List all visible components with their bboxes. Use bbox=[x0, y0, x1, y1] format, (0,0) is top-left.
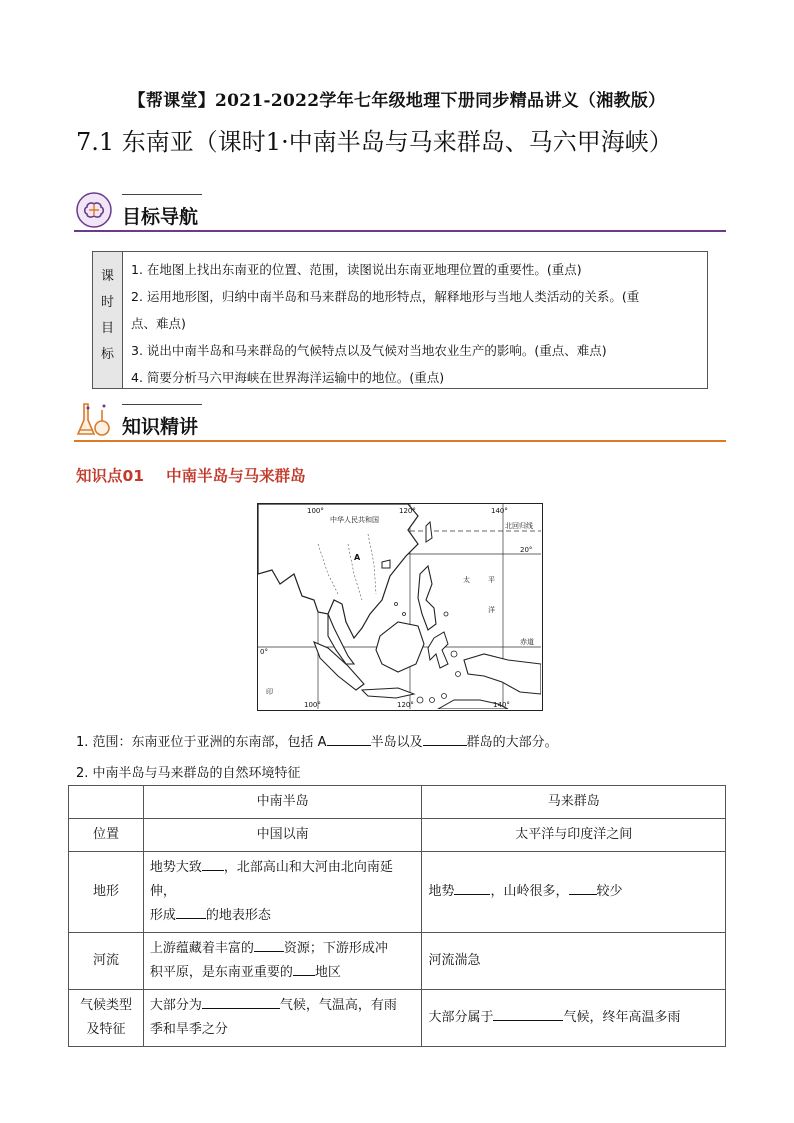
answer-blank[interactable] bbox=[493, 1007, 563, 1021]
answer-blank[interactable] bbox=[176, 905, 206, 919]
table-row bbox=[69, 852, 726, 933]
document-header: 【帮课堂】2021-2022学年七年级地理下册同步精品讲义（湘教版） bbox=[128, 91, 666, 111]
answer-blank[interactable] bbox=[293, 962, 315, 976]
table-cell bbox=[143, 990, 422, 1047]
flask-icon bbox=[74, 400, 114, 440]
map-label: 太 bbox=[463, 576, 470, 584]
row-label-text: 气候类型 bbox=[79, 998, 132, 1013]
answer-blank[interactable] bbox=[254, 938, 284, 952]
table-row bbox=[69, 933, 726, 990]
table-header-cell: 中南半岛 bbox=[143, 786, 422, 819]
table-cell bbox=[143, 933, 422, 990]
section-overline bbox=[122, 404, 202, 405]
knowledge-point-title bbox=[76, 464, 328, 486]
section-overline bbox=[122, 194, 202, 195]
cell-text: 地区 bbox=[314, 965, 341, 980]
cell-text: 大部分属于 bbox=[428, 1010, 494, 1025]
section-title: 目标导航 bbox=[122, 206, 199, 228]
scope-suffix: 群岛的大部分。 bbox=[466, 735, 558, 750]
scope-prefix: 1. 范围：东南亚位于亚洲的东南部，包括 A bbox=[76, 735, 327, 750]
cell-text: 形成 bbox=[149, 908, 176, 923]
answer-blank[interactable] bbox=[327, 732, 371, 746]
goals-label bbox=[93, 252, 123, 388]
cell-text: 气候，气温高，有雨 bbox=[279, 998, 397, 1013]
knowledge-point-name: 中南半岛与马来群岛 bbox=[166, 467, 306, 485]
map-label: 0° bbox=[260, 648, 268, 656]
section-knowledge-header bbox=[74, 400, 726, 446]
table-cell: 中国以南 bbox=[143, 819, 422, 852]
row-label bbox=[69, 990, 144, 1047]
cell-text: ，北部高山和大河由北向南延伸， bbox=[149, 860, 393, 899]
table-header-cell bbox=[69, 786, 144, 819]
brain-icon bbox=[74, 190, 114, 230]
map-label: 120° bbox=[397, 701, 414, 709]
cell-text: 气候，终年高温多雨 bbox=[563, 1010, 681, 1025]
environment-table bbox=[68, 785, 726, 1047]
section-rule bbox=[74, 440, 726, 442]
cell-text: 地势大致 bbox=[149, 860, 202, 875]
lesson-title: 7.1 东南亚（课时1·中南半岛与马来群岛、马六甲海峡） bbox=[76, 128, 673, 156]
row-label: 位置 bbox=[69, 819, 144, 852]
answer-blank[interactable] bbox=[423, 732, 467, 746]
map-label: 洋 bbox=[488, 606, 495, 614]
map-label: 平 bbox=[488, 576, 495, 584]
answer-blank[interactable] bbox=[454, 881, 490, 895]
map-label: 100° bbox=[307, 507, 324, 515]
map-label: 140° bbox=[493, 701, 510, 709]
table-cell: 太平洋与印度洋之间 bbox=[422, 819, 726, 852]
goals-label-char: 课 bbox=[100, 269, 114, 284]
table-cell: 河流湍急 bbox=[422, 933, 726, 990]
answer-blank[interactable] bbox=[202, 995, 280, 1009]
goals-label-char: 时 bbox=[100, 295, 114, 310]
scope-middle: 半岛以及 bbox=[370, 735, 423, 750]
goal-item: 点、难点) bbox=[131, 316, 186, 331]
goal-item: 4. 简要分析马六甲海峡在世界海洋运输中的地位。(重点) bbox=[131, 370, 445, 385]
table-row bbox=[69, 990, 726, 1047]
cell-text: 的地表形态 bbox=[205, 908, 271, 923]
section-title: 知识精讲 bbox=[122, 416, 199, 438]
answer-blank[interactable] bbox=[569, 881, 597, 895]
map-label: 120° bbox=[399, 507, 416, 515]
map-label: 中华人民共和国 bbox=[330, 516, 379, 524]
cell-text: 积平原，是东南亚重要的 bbox=[149, 965, 293, 980]
goal-item: 3. 说出中南半岛和马来群岛的气候特点以及气候对当地农业生产的影响。(重点、难点) bbox=[131, 343, 607, 358]
table-cell bbox=[422, 990, 726, 1047]
section-goals-header bbox=[74, 190, 726, 236]
goals-box bbox=[92, 251, 708, 389]
goal-item: 1. 在地图上找出东南亚的位置、范围，读图说出东南亚地理位置的重要性。(重点) bbox=[131, 262, 582, 277]
map-label: 140° bbox=[491, 507, 508, 515]
cell-text: ，山岭很多， bbox=[490, 884, 569, 899]
map-label: 100° bbox=[304, 701, 321, 709]
cell-text: 大部分为 bbox=[149, 998, 202, 1013]
cell-text: 较少 bbox=[596, 884, 623, 899]
southeast-asia-map bbox=[257, 503, 543, 711]
knowledge-point-number: 知识点01 bbox=[76, 467, 145, 485]
cell-text: 资源；下游形成冲 bbox=[283, 941, 388, 956]
goal-item: 2. 运用地形图，归纳中南半岛和马来群岛的地形特点，解释地形与当地人类活动的关系。(重 bbox=[131, 289, 640, 304]
goals-label-char: 标 bbox=[100, 347, 114, 362]
cell-text: 上游蕴藏着丰富的 bbox=[149, 941, 254, 956]
cell-text: 季和旱季之分 bbox=[149, 1022, 228, 1037]
map-label: 北回归线 bbox=[505, 522, 533, 530]
goals-label-char: 目 bbox=[100, 321, 114, 336]
map-label: 印 bbox=[266, 688, 273, 696]
answer-blank[interactable] bbox=[202, 857, 224, 871]
table-row bbox=[69, 819, 726, 852]
table-cell bbox=[143, 852, 422, 933]
row-label: 河流 bbox=[69, 933, 144, 990]
table-header-cell: 马来群岛 bbox=[422, 786, 726, 819]
table-cell bbox=[422, 852, 726, 933]
scope-question bbox=[76, 731, 558, 750]
table-header-row bbox=[69, 786, 726, 819]
environment-heading: 2. 中南半岛与马来群岛的自然环境特征 bbox=[76, 766, 301, 781]
map-label: 20° bbox=[520, 546, 533, 554]
map-label: 赤道 bbox=[520, 638, 534, 646]
row-label: 地形 bbox=[69, 852, 144, 933]
map-label: A bbox=[354, 553, 361, 562]
cell-text: 地势 bbox=[428, 884, 455, 899]
row-label-text: 及特征 bbox=[86, 1022, 126, 1037]
section-rule bbox=[74, 230, 726, 232]
goals-list bbox=[131, 256, 701, 391]
